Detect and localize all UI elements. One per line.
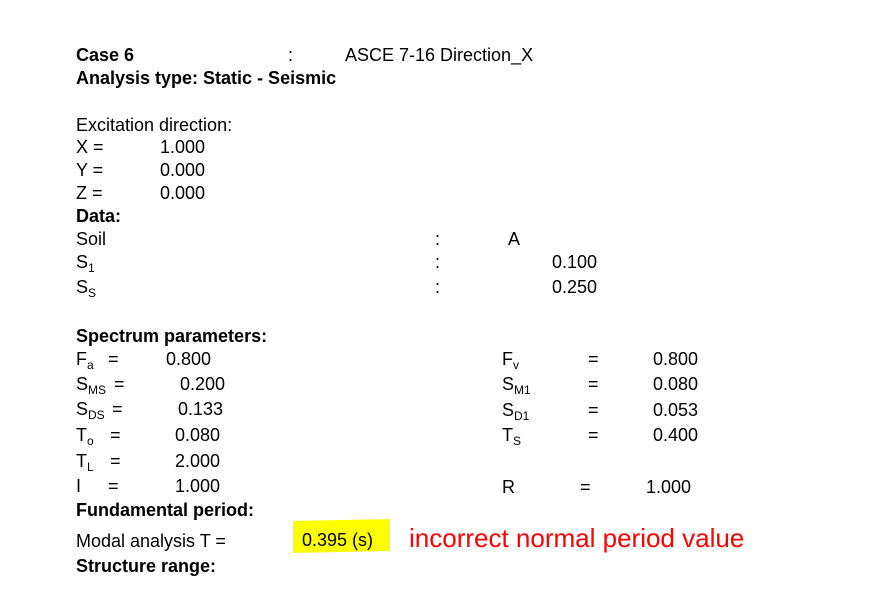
data-title: Data: [76, 206, 122, 226]
equals-sign: = [114, 374, 125, 394]
equals-sign: = [112, 399, 123, 419]
right-param-value: 1.000 [646, 477, 692, 497]
ss-value: 0.250 [552, 277, 598, 297]
z-value: 0.000 [160, 183, 206, 203]
y-value: 0.000 [160, 160, 206, 180]
annotation-text: incorrect normal period value [409, 523, 745, 553]
left-param-value: 0.080 [175, 425, 221, 445]
modal-period-value: 0.395 (s) [302, 530, 374, 550]
separator: : [288, 45, 294, 65]
s1-label: $S_1$ [76, 252, 95, 275]
spectrum-title: Spectrum parameters: [76, 326, 268, 346]
left-param-label: I [76, 476, 82, 496]
separator: : [435, 229, 441, 249]
ss-label: $S_S$ [76, 277, 97, 300]
right-param-value: 0.080 [653, 374, 699, 394]
equals-sign: = [588, 374, 599, 394]
separator: : [435, 277, 441, 297]
left-param-value: 0.133 [178, 399, 224, 419]
excitation-title: Excitation direction: [76, 115, 233, 135]
right-param-label: R [502, 477, 515, 497]
left-param-label: $F_a$ [76, 349, 94, 372]
left-param-value: 2.000 [175, 451, 221, 471]
soil-label: Soil [76, 229, 107, 249]
equals-sign: = [110, 451, 121, 471]
right-param-value: 0.800 [653, 349, 699, 369]
x-value: 1.000 [160, 137, 206, 157]
left-param-value: 0.200 [180, 374, 226, 394]
structure-range-title: Structure range: [76, 556, 217, 576]
left-param-label: $S_{DS}$ [76, 399, 105, 422]
fundamental-period-title: Fundamental period: [76, 500, 255, 520]
separator: : [435, 252, 441, 272]
code-direction: ASCE 7-16 Direction_X [345, 45, 534, 65]
soil-value: A [508, 229, 521, 249]
left-param-label: $T_L$ [76, 451, 94, 474]
left-param-label: $T_o$ [76, 425, 94, 448]
s1-value: 0.100 [552, 252, 598, 272]
equals-sign: = [110, 425, 121, 445]
right-param-label: $S_{D1}$ [502, 400, 530, 423]
right-param-value: 0.053 [653, 400, 699, 420]
z-label: Z = [76, 183, 103, 203]
modal-analysis-label: Modal analysis T = [76, 531, 226, 551]
equals-sign: = [588, 400, 599, 420]
case-title: Case 6 [76, 45, 135, 65]
right-param-label: $T_S$ [502, 425, 522, 448]
left-param-label: $S_{MS}$ [76, 374, 107, 397]
equals-sign: = [108, 476, 119, 496]
x-label: X = [76, 137, 104, 157]
right-param-value: 0.400 [653, 425, 699, 445]
analysis-type: Analysis type: Static - Seismic [76, 68, 337, 88]
left-param-value: 0.800 [166, 349, 212, 369]
left-param-value: 1.000 [175, 476, 221, 496]
equals-sign: = [588, 349, 599, 369]
equals-sign: = [108, 349, 119, 369]
right-param-label: $F_v$ [502, 349, 519, 372]
y-label: Y = [76, 160, 104, 180]
equals-sign: = [588, 425, 599, 445]
right-param-label: $S_{M1}$ [502, 374, 531, 397]
equals-sign: = [580, 477, 591, 497]
